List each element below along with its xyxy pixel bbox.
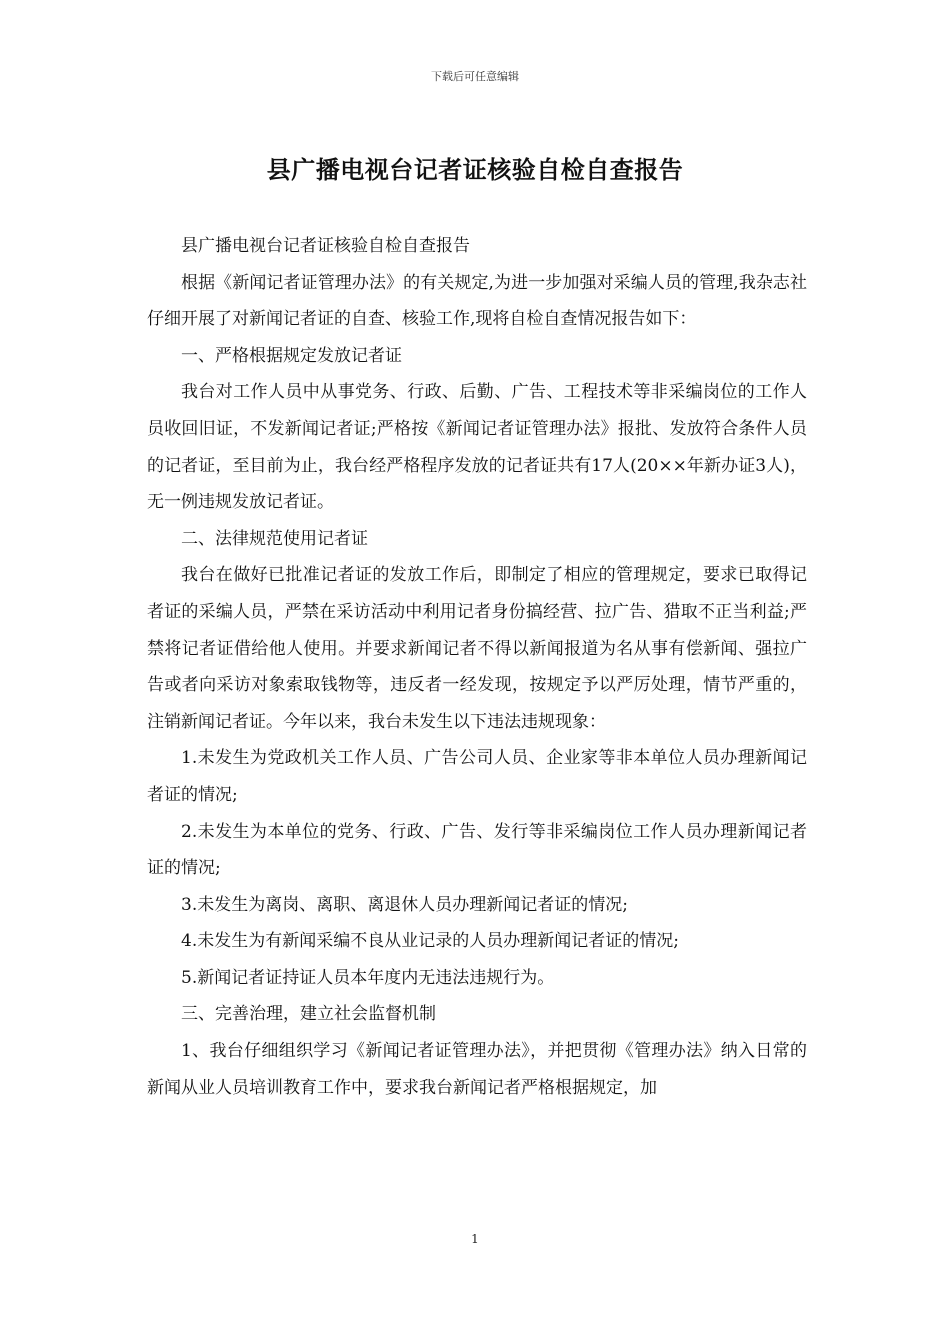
paragraph-subtitle: 县广播电视台记者证核验自检自查报告 — [181, 236, 470, 256]
document-title: 县广播电视台记者证核验自检自查报告 — [266, 156, 684, 184]
list-item-2: 2.未发生为本单位的党务、行政、广告、发行等非采编岗位工作人员办理新闻记者证的情况; — [147, 821, 807, 879]
paragraph-intro: 根据《新闻记者证管理办法》的有关规定,为进一步加强对采编人员的管理,我杂志社仔细开展了对新闻记者证的自查、核验工作,现将自检自查情况报告如下： — [147, 272, 807, 330]
document-body — [147, 228, 807, 1106]
paragraph-section-1: 我台对工作人员中从事党务、行政、后勤、广告、工程技术等非采编岗位的工作人员收回旧证，不发新闻记者证;严格按《新闻记者证管理办法》报批、发放符合条件人员的记者证，至目前为止，我台经严格程序发放的记者证共有17人(20××年新办证3人)，无一例违规发放记者证。 — [147, 382, 807, 513]
section-heading-3: 三、完善治理，建立社会监督机制 — [181, 1004, 436, 1025]
list-item-5: 5.新闻记者证持证人员本年度内无违法违规行为。 — [181, 967, 555, 988]
paragraph-section-3: 1、我台仔细组织学习《新闻记者证管理办法》，并把贯彻《管理办法》纳入日常的新闻从业人员培训教育工作中，要求我台新闻记者严格根据规定，加 — [147, 1041, 807, 1098]
list-item-3: 3.未发生为离岗、离职、离退休人员办理新闻记者证的情况; — [181, 894, 628, 915]
list-item-1: 1.未发生为党政机关工作人员、广告公司人员、企业家等非本单位人员办理新闻记者证的情况; — [147, 748, 807, 805]
header-note: 下载后可任意编辑 — [431, 70, 519, 83]
paragraph-section-2: 我台在做好已批准记者证的发放工作后，即制定了相应的管理规定，要求已取得记者证的采编人员，严禁在采访活动中利用记者身份搞经营、拉广告、猎取不正当利益;严禁将记者证借给他人使用。并要求新闻记者不得以新闻报道为名从事有偿新闻、强拉广告或者向采访对象索取钱物等，违反者一经发现，按规定予以严厉处理，情节严重的，注销新闻记者证。今年以来，我台未发生以下违法违规现象： — [147, 565, 807, 732]
section-heading-1: 一、严格根据规定发放记者证 — [181, 345, 402, 366]
section-heading-2: 二、法律规范使用记者证 — [181, 528, 368, 549]
page-number: 1 — [471, 1232, 479, 1246]
list-item-4: 4.未发生为有新闻采编不良从业记录的人员办理新闻记者证的情况; — [181, 931, 679, 952]
